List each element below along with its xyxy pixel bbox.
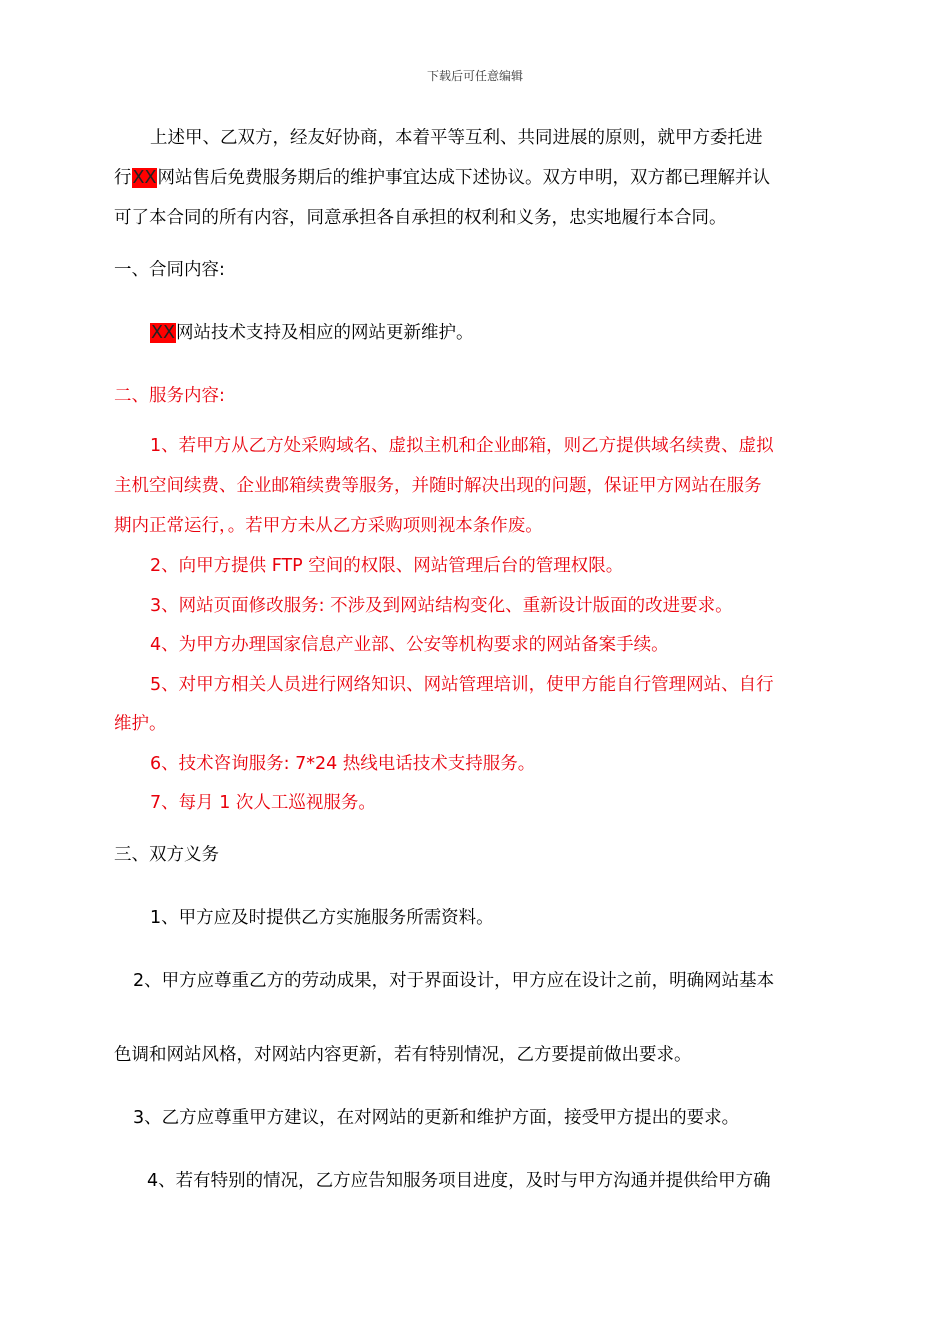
section2-item5-line1: 5、对甲方相关人员进行网络知识、网站管理培训，使甲方能自行管理网站、自行 [150, 675, 774, 695]
section1-body-text: 网站技术支持及相应的网站更新维护。 [175, 323, 474, 343]
section2-item4: 4、为甲方办理国家信息产业部、公安等机构要求的网站备案手续。 [150, 635, 669, 655]
section2-item3: 3、网站页面修改服务: 不涉及到网站结构变化、重新设计版面的改进要求。 [150, 596, 733, 616]
section1-body [150, 321, 473, 345]
section3-item4: 4、若有特别的情况，乙方应告知服务项目进度，及时与甲方沟通并提供给甲方确 [147, 1171, 771, 1191]
section2-item1-line1: 1、若甲方从乙方处采购域名、虚拟主机和企业邮箱，则乙方提供域名续费、虚拟 [150, 436, 774, 456]
section2-item1-line2: 主机空间续费、企业邮箱续费等服务，并随时解决出现的问题，保证甲方网站在服务 [114, 476, 762, 496]
section3-item3: 3、乙方应尊重甲方建议，在对网站的更新和维护方面，接受甲方提出的要求。 [133, 1108, 740, 1128]
intro-line-2-post: 网站售后免费服务期后的维护事宜达成下述协议。双方申明，双方都已理解并认 [157, 168, 770, 188]
xx-highlight: XX [151, 323, 175, 343]
section2-item6: 6、技术咨询服务: 7*24 热线电话技术支持服务。 [150, 754, 536, 774]
section3-item2-line1: 2、甲方应尊重乙方的劳动成果，对于界面设计，甲方应在设计之前，明确网站基本 [133, 971, 775, 991]
section2-item1-line3: 期内正常运行，。若甲方未从乙方采购项则视本条作废。 [114, 516, 543, 536]
xx-highlight: XX [132, 168, 157, 188]
page-header: 下载后可任意编辑 [426, 69, 523, 83]
section2-item7: 7、每月 1 次人工巡视服务。 [150, 793, 376, 813]
section1-title: 一、合同内容: [114, 260, 225, 280]
intro-line-1: 上述甲、乙双方，经友好协商，本着平等互利、共同进展的原则，就甲方委托进 [150, 128, 763, 148]
intro-line-2-pre: 行 [114, 168, 132, 188]
section3-title: 三、双方义务 [114, 845, 219, 865]
section2-title: 二、服务内容: [114, 386, 225, 406]
section3-item2-line2: 色调和网站风格，对网站内容更新，若有特别情况，乙方要提前做出要求。 [114, 1045, 692, 1065]
section2-item5-line2: 维护。 [114, 714, 167, 734]
section3-item1: 1、甲方应及时提供乙方实施服务所需资料。 [150, 908, 494, 928]
intro-line-3: 可了本合同的所有内容，同意承担各自承担的权利和义务，忠实地履行本合同。 [114, 208, 727, 228]
intro-line-2 [114, 166, 770, 190]
section2-item2: 2、向甲方提供 FTP 空间的权限、网站管理后台的管理权限。 [150, 556, 624, 576]
